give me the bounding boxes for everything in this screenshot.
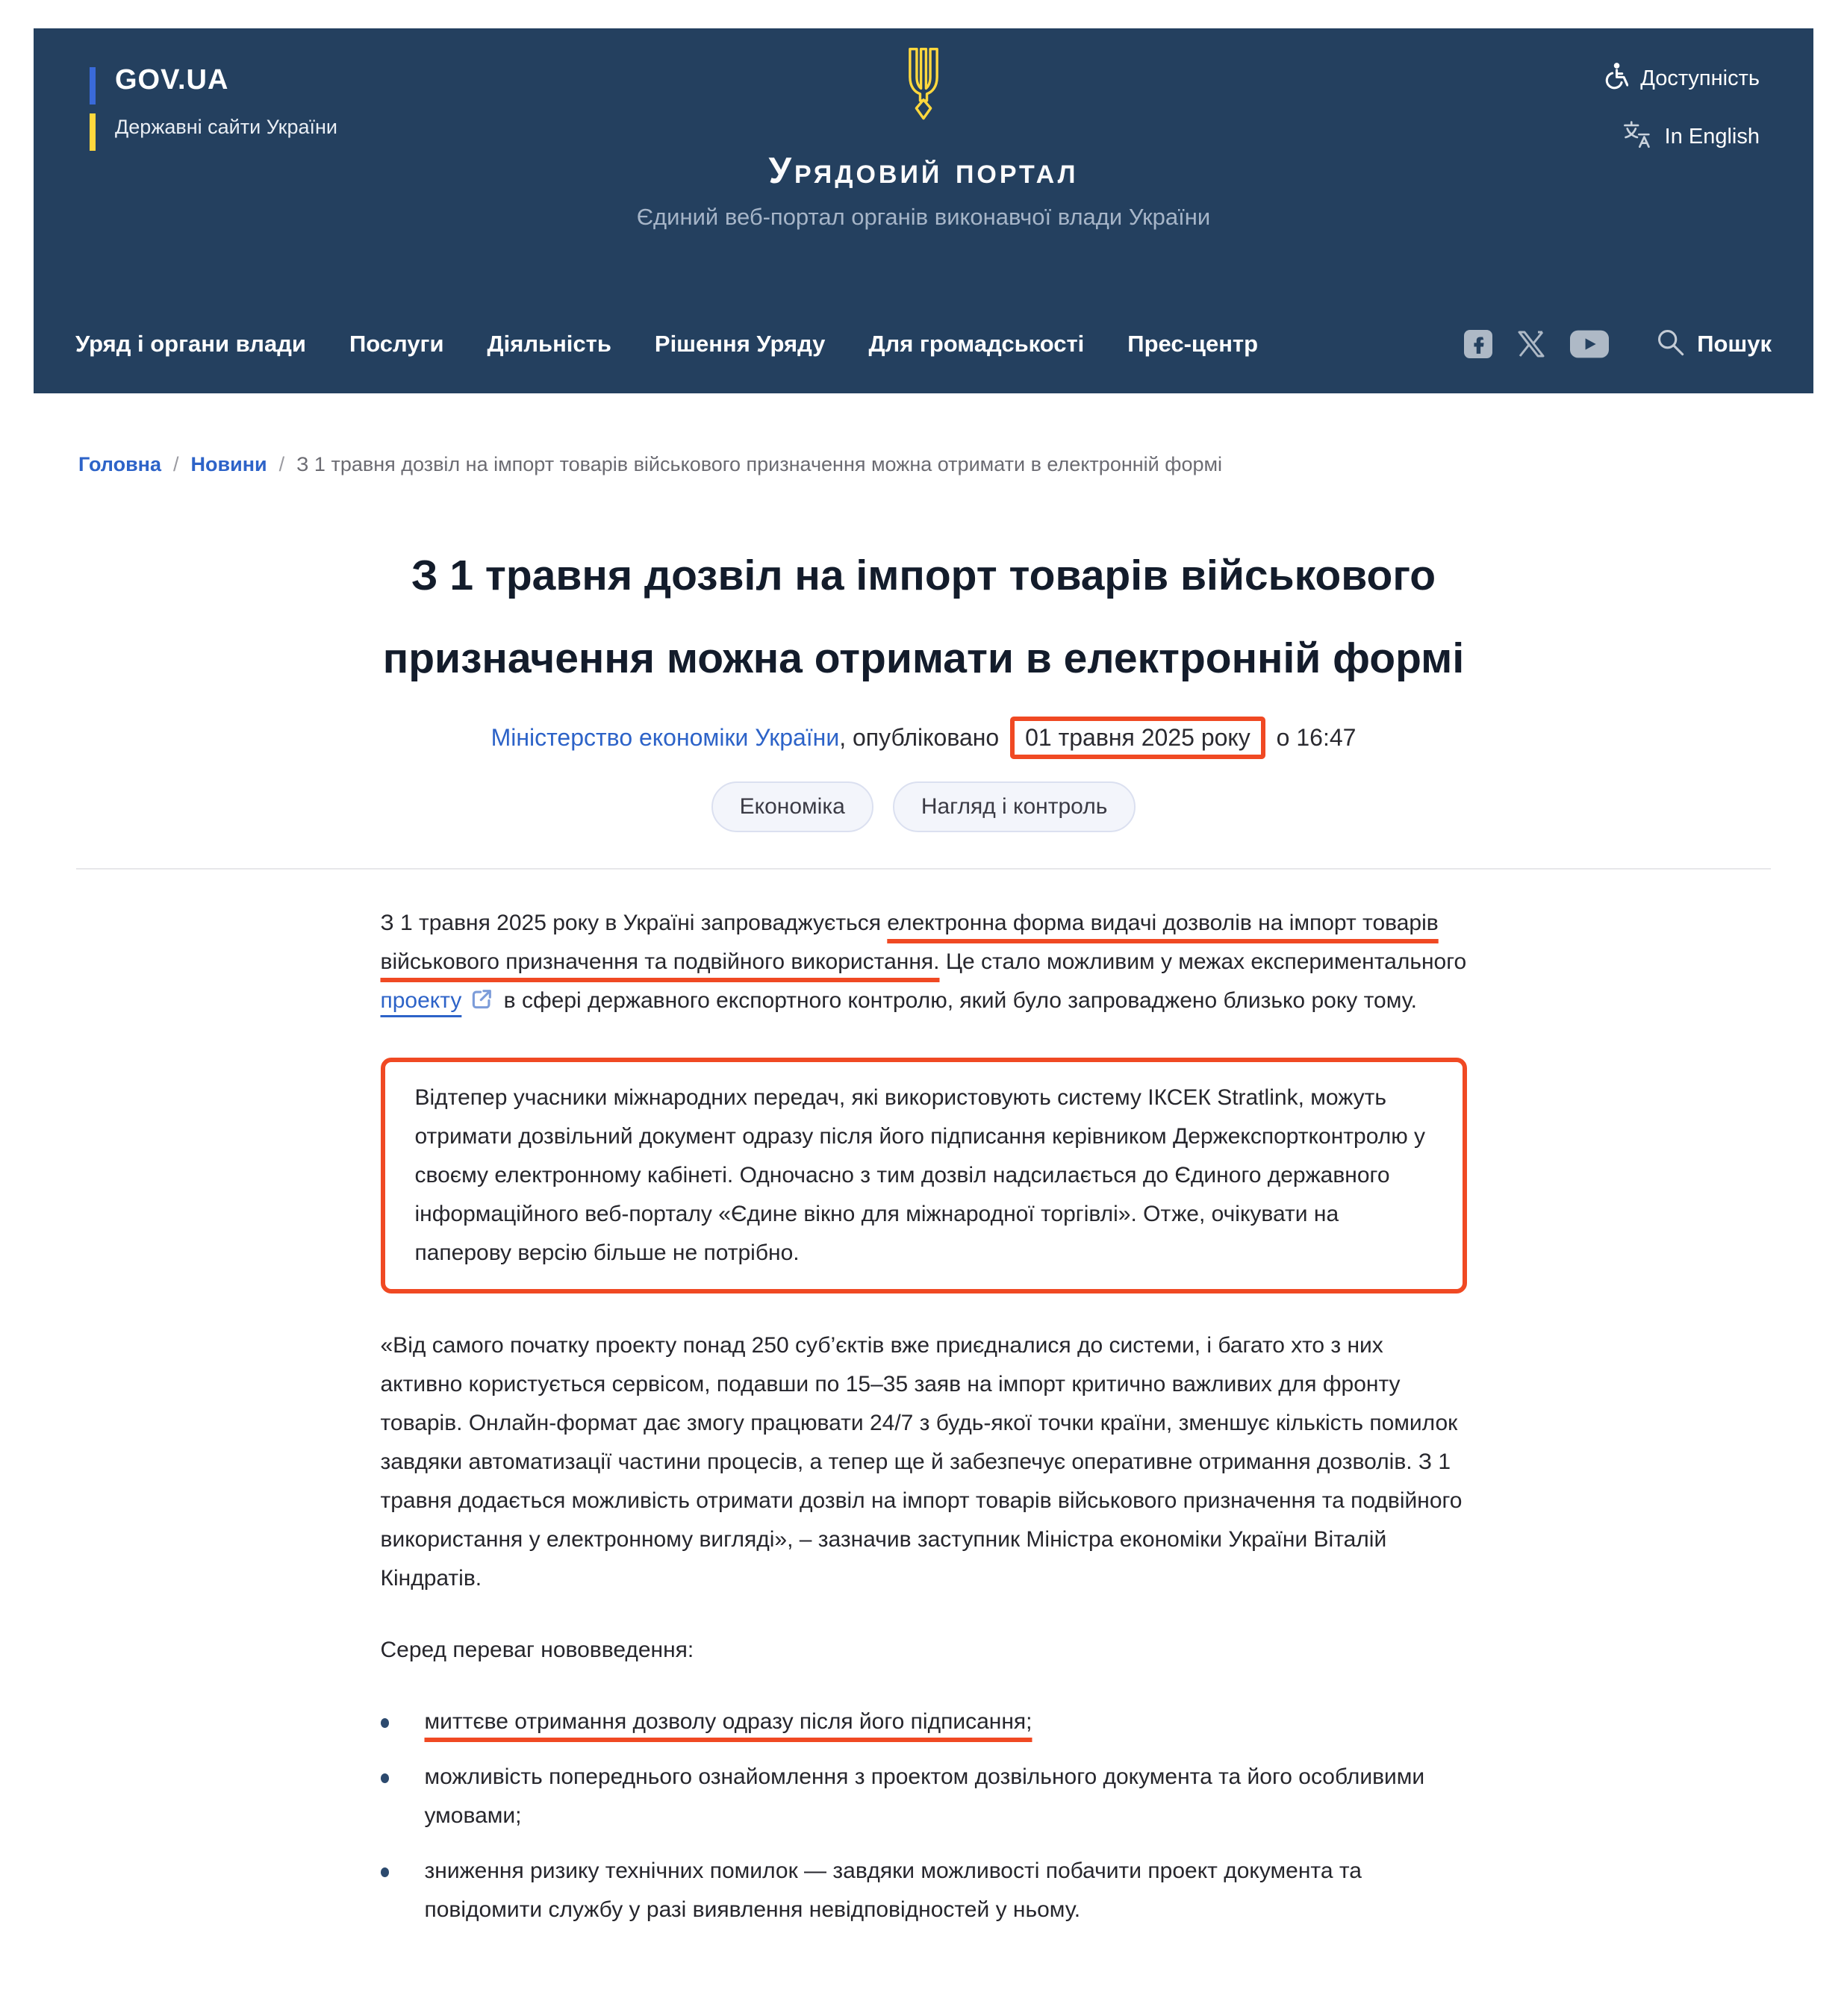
list-item	[381, 1758, 1467, 1835]
tag-supervision[interactable]: Нагляд і контроль	[893, 781, 1136, 832]
highlighted-paragraph-box: Відтепер учасники міжнародних передач, які використовують систему ІКСЕК Stratlink, можуть отримати дозвільний документ одразу після його підписання керівником Держекспортконтролю у своєму електронному кабінеті. Одночасно з тим дозвіл надсилається до Єдиного державного інформаційного веб-порталу «Єдине вікно для міжнародної торгівлі». Отже, очікувати на паперову версію більше не потрібно.	[381, 1058, 1467, 1293]
site-header	[34, 28, 1813, 393]
breadcrumb-home[interactable]: Головна	[78, 453, 161, 475]
list-item	[381, 1703, 1467, 1741]
nav-item-press[interactable]: Прес-центр	[1127, 330, 1259, 357]
main-navigation	[75, 327, 1772, 361]
nav-item-activity[interactable]: Діяльність	[487, 330, 611, 357]
intro-underlined-annotation: електронна форма видачі дозволів на імпорт товарів військового призначення та подвійного використання.	[380, 911, 1439, 975]
site-subtitle: Єдиний веб-портал органів виконавчої влади України	[636, 204, 1211, 230]
gov-ua-subtitle: Державні сайти України	[115, 116, 337, 138]
publish-time: о 16:47	[1276, 724, 1357, 752]
breadcrumb	[78, 453, 1769, 476]
ukraine-trident-icon	[898, 45, 949, 125]
tag-economy[interactable]: Економіка	[711, 781, 873, 832]
breadcrumb-separator: /	[278, 453, 285, 475]
benefit-text: можливість попереднього ознайомлення з проектом дозвільного документа та його особливими умовами;	[424, 1764, 1425, 1829]
intro-middle: Це стало можливим у межах експериментального	[939, 949, 1467, 975]
language-label: In English	[1664, 124, 1760, 149]
project-link[interactable]	[381, 988, 498, 1013]
bullet-dot-icon	[381, 1718, 389, 1728]
byline	[0, 717, 1847, 759]
bullet-dot-icon	[381, 1773, 389, 1783]
breadcrumb-current: З 1 травня дозвіл на імпорт товарів військового призначення можна отримати в електронній формі	[296, 453, 1223, 475]
facebook-icon[interactable]	[1464, 330, 1492, 358]
intro-paragraph	[381, 904, 1467, 1025]
nav-item-government[interactable]: Уряд і органи влади	[75, 330, 306, 357]
list-item	[381, 1852, 1467, 1929]
nav-right	[1464, 327, 1772, 361]
quote-paragraph: «Від самого початку проекту понад 250 суб’єктів вже приєдналися до системи, і багато хто з них активно користується сервісом, подавши по 15–35 заяв на імпорт критично важливих для фронту товарів. Онлайн-формат дає змогу працювати 24/7 з будь-якої точки країни, зменшує кількість помилок завдяки автоматизації частини процесів, а тепер ще й забезпечує оперативне отримання дозволів. З 1 травня додається можливість отримати дозвіл на імпорт товарів військового призначення та подвійного використання у електронному вигляді», – зазначив заступник Міністра економіки України Віталій Кіндратів.	[380, 1333, 1463, 1591]
nav-item-decisions[interactable]: Рішення Уряду	[654, 330, 826, 357]
external-link-icon	[469, 993, 494, 1017]
nav-item-public[interactable]: Для громадськості	[868, 330, 1085, 357]
accessibility-label: Доступність	[1640, 66, 1760, 90]
page-title: З 1 травня дозвіл на імпорт товарів військового призначення можна отримати в електронній формі	[382, 552, 1465, 683]
header-center	[34, 45, 1813, 231]
article-body	[381, 904, 1467, 1929]
nav-item-services[interactable]: Послуги	[349, 330, 444, 357]
project-link-label: проекту	[380, 988, 462, 1014]
youtube-icon[interactable]	[1570, 330, 1609, 358]
search-label: Пошук	[1697, 330, 1772, 357]
nav-links	[75, 331, 1258, 358]
content-divider	[76, 868, 1771, 870]
site-title: Урядовий портал	[768, 151, 1079, 191]
article	[0, 534, 1847, 1929]
ministry-link[interactable]: Міністерство економіки України	[490, 724, 840, 752]
publish-date: 01 травня 2025 року	[1025, 724, 1250, 752]
intro-end: в сфері державного експортного контролю, який було запроваджено близько року тому.	[497, 988, 1417, 1014]
benefit-text: зниження ризику технічних помилок — завдяки можливості побачити проект документа та повідомити службу у разі виявлення невідповідностей у ньому.	[424, 1859, 1362, 1923]
breadcrumb-news[interactable]: Новини	[190, 453, 267, 475]
breadcrumb-separator: /	[173, 453, 179, 475]
publish-date-highlight-box	[1010, 717, 1265, 759]
benefit-text-underlined: миттєве отримання дозволу одразу після його підписання;	[424, 1709, 1032, 1735]
benefits-list	[381, 1703, 1467, 1929]
published-label: , опубліковано	[839, 724, 1000, 752]
gov-ua-title: GOV.UA	[115, 64, 229, 96]
search-button[interactable]	[1655, 327, 1772, 361]
x-twitter-icon[interactable]	[1516, 330, 1546, 358]
intro-start: З 1 травня 2025 року в Україні запроваджується	[380, 911, 888, 936]
bullet-dot-icon	[381, 1867, 389, 1877]
search-icon	[1655, 327, 1685, 361]
benefits-intro: Серед переваг нововведення:	[380, 1638, 694, 1663]
tag-list	[0, 781, 1847, 832]
